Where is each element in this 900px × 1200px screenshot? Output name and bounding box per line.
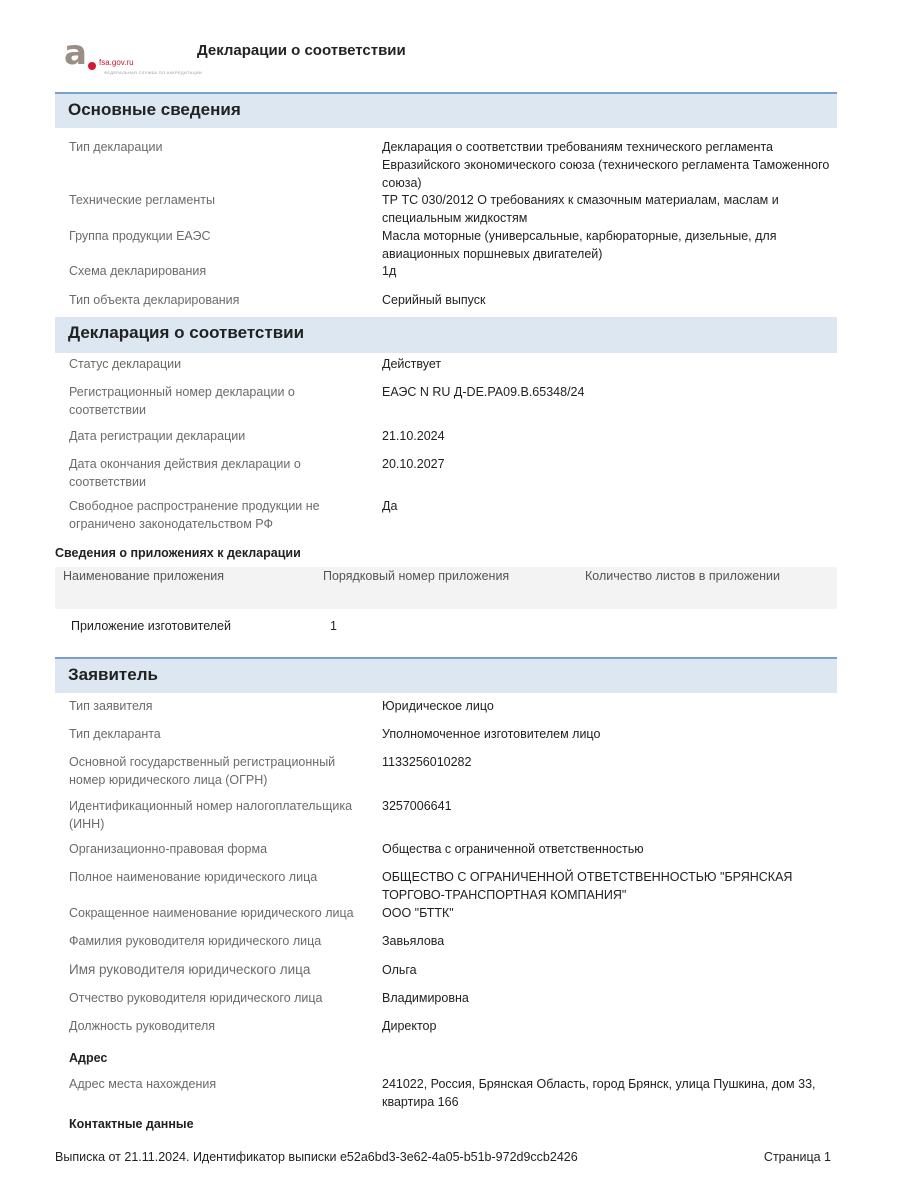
- contacts-heading: Контактные данные: [69, 1117, 194, 1131]
- field-value: Завьялова: [382, 934, 445, 948]
- section-declaration-title: Декларация о соответствии: [68, 323, 305, 342]
- footer-page-number: Страница 1: [763, 1150, 831, 1164]
- field-label: Фамилия руководителя юридического лица: [69, 934, 322, 948]
- logo-subtitle: ФЕДЕРАЛЬНАЯ СЛУЖБА ПО АККРЕДИТАЦИИ: [104, 70, 203, 75]
- field-label: Дата окончания действия декларации о соответствии: [69, 457, 301, 489]
- field-label: Тип заявителя: [69, 699, 153, 713]
- field-value: ТР ТС 030/2012 О требованиях к смазочным материалам, маслам и специальным жидкостям: [382, 193, 779, 225]
- field-label: Сокращенное наименование юридического лица: [69, 906, 354, 920]
- field-value: Общества с ограниченной ответственностью: [382, 842, 644, 856]
- field-value: Директор: [382, 1019, 437, 1033]
- field-value: 1д: [382, 264, 397, 278]
- field-value: ОБЩЕСТВО С ОГРАНИЧЕННОЙ ОТВЕТСТВЕННОСТЬЮ "БРЯНСКАЯ ТОРГОВО-ТРАНСПОРТНАЯ КОМПАНИЯ": [382, 870, 793, 902]
- address-heading: Адрес: [69, 1051, 108, 1065]
- field-label: Дата регистрации декларации: [69, 429, 246, 443]
- field-value: Ольга: [382, 963, 417, 977]
- logo-dot-icon: [88, 62, 96, 70]
- field-label: Идентификационный номер налогоплательщика (ИНН): [69, 799, 353, 831]
- field-label: Технические регламенты: [69, 193, 215, 207]
- field-label: Группа продукции ЕАЭС: [69, 229, 211, 243]
- field-label: Тип объекта декларирования: [69, 293, 240, 307]
- section-declaration-header: [55, 317, 837, 353]
- field-value: 21.10.2024: [382, 429, 445, 443]
- field-value: Юридическое лицо: [382, 699, 494, 713]
- field-label: Организационно-правовая форма: [69, 842, 268, 856]
- column-header: Наименование приложения: [63, 569, 225, 583]
- field-value: Масла моторные (универсальные, карбюраторные, дизельные, для авиационных поршневых двигателей): [382, 229, 777, 261]
- field-value: Да: [382, 499, 398, 513]
- field-value: Серийный выпуск: [382, 293, 486, 307]
- field-value: 20.10.2027: [382, 457, 445, 471]
- section-basic-title: Основные сведения: [68, 100, 241, 119]
- page-header: [0, 0, 900, 92]
- column-header: Порядковый номер приложения: [323, 569, 510, 583]
- footer-extract-id: Выписка от 21.11.2024. Идентификатор выписки e52a6bd3-3e62-4a05-b51b-972d9ccb2426: [55, 1150, 578, 1164]
- logo-site-text: fsa.gov.ru: [99, 58, 134, 67]
- field-label: Адрес места нахождения: [69, 1077, 217, 1091]
- field-value: ООО "БТТК": [382, 906, 454, 920]
- field-label: Основной государственный регистрационный номер юридического лица (ОГРН): [69, 755, 336, 787]
- field-value: Действует: [382, 357, 442, 371]
- field-value: Декларация о соответствии требованиям технического регламента Евразийского экономического союза (технического регламента Таможенного союза): [382, 140, 830, 190]
- section-applicant-header: [55, 657, 837, 693]
- field-label: Имя руководителя юридического лица: [69, 962, 311, 977]
- field-value: 241022, Россия, Брянская Область, город Брянск, улица Пушкина, дом 33, квартира 166: [382, 1077, 816, 1109]
- section-applicant-title: Заявитель: [68, 665, 158, 684]
- field-value: ЕАЭС N RU Д-DE.PA09.B.65348/24: [382, 385, 585, 399]
- attachment-name-cell: Приложение изготовителей: [71, 619, 231, 633]
- section-basic-header: [55, 92, 837, 128]
- field-label: Статус декларации: [69, 357, 182, 371]
- field-value: 3257006641: [382, 799, 452, 813]
- field-label: Тип декларации: [69, 140, 163, 154]
- document-title: Декларации о соответствии: [197, 42, 406, 59]
- field-label: Полное наименование юридического лица: [69, 870, 318, 884]
- attachments-table-header: [55, 567, 837, 609]
- field-label: Схема декларирования: [69, 264, 207, 278]
- field-value: Владимировна: [382, 991, 469, 1005]
- column-header: Количество листов в приложении: [585, 569, 781, 583]
- attachments-heading: Сведения о приложениях к декларации: [55, 546, 301, 560]
- field-label: Должность руководителя: [69, 1019, 216, 1033]
- field-value: Уполномоченное изготовителем лицо: [382, 727, 601, 741]
- field-label: Регистрационный номер декларации о соответствии: [69, 385, 295, 417]
- fsa-logo[interactable]: [64, 33, 203, 78]
- field-label: Тип декларанта: [69, 727, 161, 741]
- attachment-number-cell: 1: [330, 619, 337, 633]
- field-label: Отчество руководителя юридического лица: [69, 991, 323, 1005]
- logo-a-icon: a: [64, 33, 87, 73]
- field-label: Свободное распространение продукции не ограничено законодательством РФ: [69, 499, 320, 531]
- field-value: 1133256010282: [382, 755, 472, 769]
